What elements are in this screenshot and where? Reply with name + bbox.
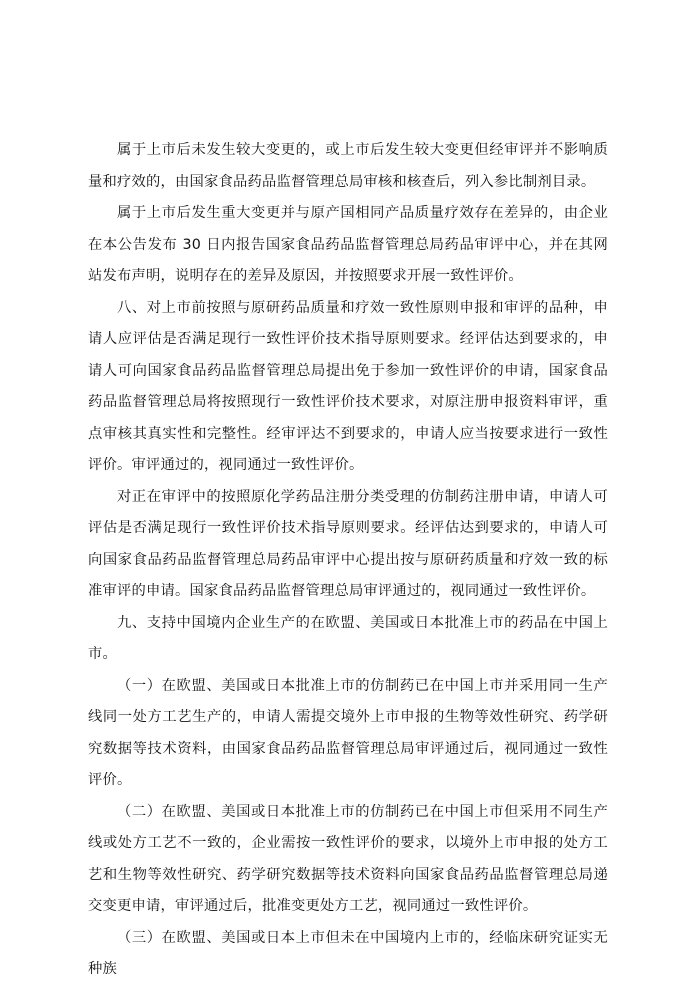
paragraph-article-9-item-1: （一）在欧盟、美国或日本批准上市的仿制药已在中国上市并采用同一生产线同一处方工艺生产的，申请人需提交境外上市申报的生物等效性研究、药学研究数据等技术资料，由国家食品药品监督管理总局审评通过后，视同通过一致性评价。 bbox=[88, 677, 608, 788]
paragraph-major-change-report: 属于上市后发生重大变更并与原产国相同产品质量疗效存在差异的，由企业在本公告发布 30 日内报告国家食品药品监督管理总局药品审评中心，并在其网站发布声明，说明存在的差异及原因，并按照要求开展一致性评价。 bbox=[88, 205, 608, 284]
paragraph-article-9: 九、支持中国境内企业生产的在欧盟、美国或日本批准上市的药品在中国上市。 bbox=[88, 614, 608, 662]
paragraph-article-8: 八、对上市前按照与原研药品质量和疗效一致性原则申报和审评的品种，申请人应评估是否满足现行一致性评价技术指导原则要求。经评估达到要求的，申请人可向国家食品药品监督管理总局提出免于参加一致性评价的申请，国家食品药品监督管理总局将按照现行一致性评价技术要求，对原注册申报资料审评，重点审核其真实性和完整性。经审评达不到要求的，申请人应当按要求进行一致性评价。审评通过的，视同通过一致性评价。 bbox=[88, 299, 608, 473]
paragraph-under-review-applications: 对正在审评中的按照原化学药品注册分类受理的仿制药注册申请，申请人可评估是否满足现行一致性评价技术指导原则要求。经评估达到要求的，申请人可向国家食品药品监督管理总局药品审评中心提出按与原研药质量和疗效一致的标准审评的申请。国家食品药品监督管理总局审评通过的，视同通过一致性评价。 bbox=[88, 488, 608, 599]
paragraph-reference-listing: 属于上市后未发生较大变更的，或上市后发生较大变更但经审评并不影响质量和疗效的，由国家食品药品监督管理总局审核和核查后，列入参比制剂目录。 bbox=[88, 142, 608, 190]
paragraph-article-9-item-3: （三）在欧盟、美国或日本上市但未在中国境内上市的，经临床研究证实无种族 bbox=[88, 929, 608, 977]
paragraph-article-9-item-2: （二）在欧盟、美国或日本批准上市的仿制药已在中国上市但采用不同生产线或处方工艺不一致的，企业需按一致性评价的要求，以境外上市申报的处方工艺和生物等效性研究、药学研究数据等技术资料向国家食品药品监督管理总局递交变更申请，审评通过后，批准变更处方工艺，视同通过一致性评价。 bbox=[88, 803, 608, 914]
